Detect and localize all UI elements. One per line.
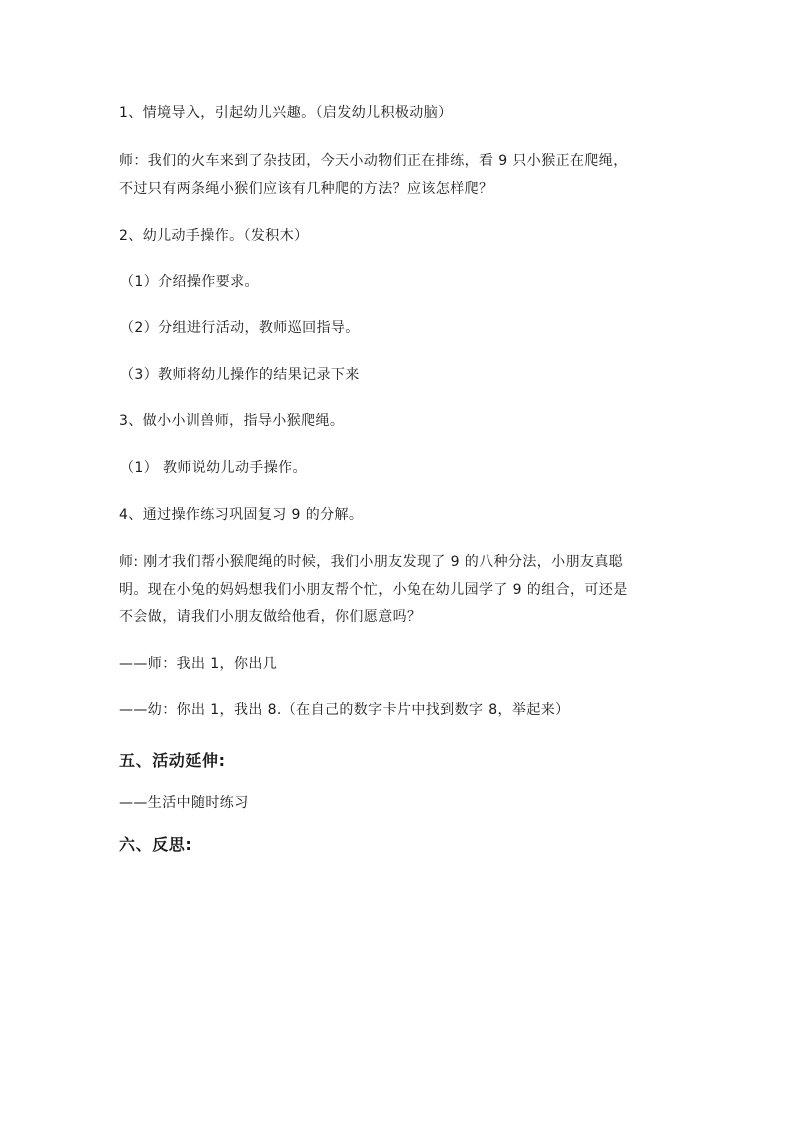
step-4-practice: 4、通过操作练习巩固复习 9 的分解。 (119, 507, 364, 523)
teacher-dialogue-2-line-2: 明。现在小兔的妈妈想我们小朋友帮个忙，小兔在幼儿园学了 9 的组合，可还是 (119, 582, 628, 598)
step-3-trainer: 3、做小小训兽师，指导小猴爬绳。 (119, 413, 345, 429)
teacher-dialogue-2-line-3: 不会做，请我们小朋友做给他看，你们愿意吗？ (119, 609, 422, 625)
step-2-hands-on: 2、幼儿动手操作。（发积木） (119, 228, 309, 244)
substep-2-3: （3）教师将幼儿操作的结果记录下来 (120, 367, 360, 383)
substep-3-1: （1） 教师说幼儿动手操作。 (120, 460, 307, 476)
substep-2-2: （2）分组进行活动，教师巡回指导。 (120, 320, 360, 336)
teacher-dialogue-line-2: 不过只有两条绳小猴们应该有几种爬的方法？应该怎样爬？ (119, 181, 494, 197)
teacher-dialogue-line-1: 师：我们的火车来到了杂技团，今天小动物们正在排练，看 9 只小猴正在爬绳， (119, 153, 628, 169)
section-heading-reflection: 六、反思: (119, 835, 193, 854)
section-heading-extension: 五、活动延伸: (119, 751, 226, 770)
dialogue-teacher: ——师：我出 1，你出几 (119, 656, 278, 672)
substep-2-1: （1）介绍操作要求。 (120, 274, 259, 290)
extension-item: ——生活中随时练习 (119, 795, 249, 811)
teacher-dialogue-2-line-1: 师: 刚才我们帮小猴爬绳的时候，我们小朋友发现了 9 的八种分法，小朋友真聪 (119, 554, 624, 570)
dialogue-child: ——幼：你出 1，我出 8.（在自己的数字卡片中找到数字 8，举起来） (119, 702, 570, 718)
step-1-intro: 1、情境导入，引起幼儿兴趣。（启发幼儿积极动脑） (119, 105, 453, 121)
